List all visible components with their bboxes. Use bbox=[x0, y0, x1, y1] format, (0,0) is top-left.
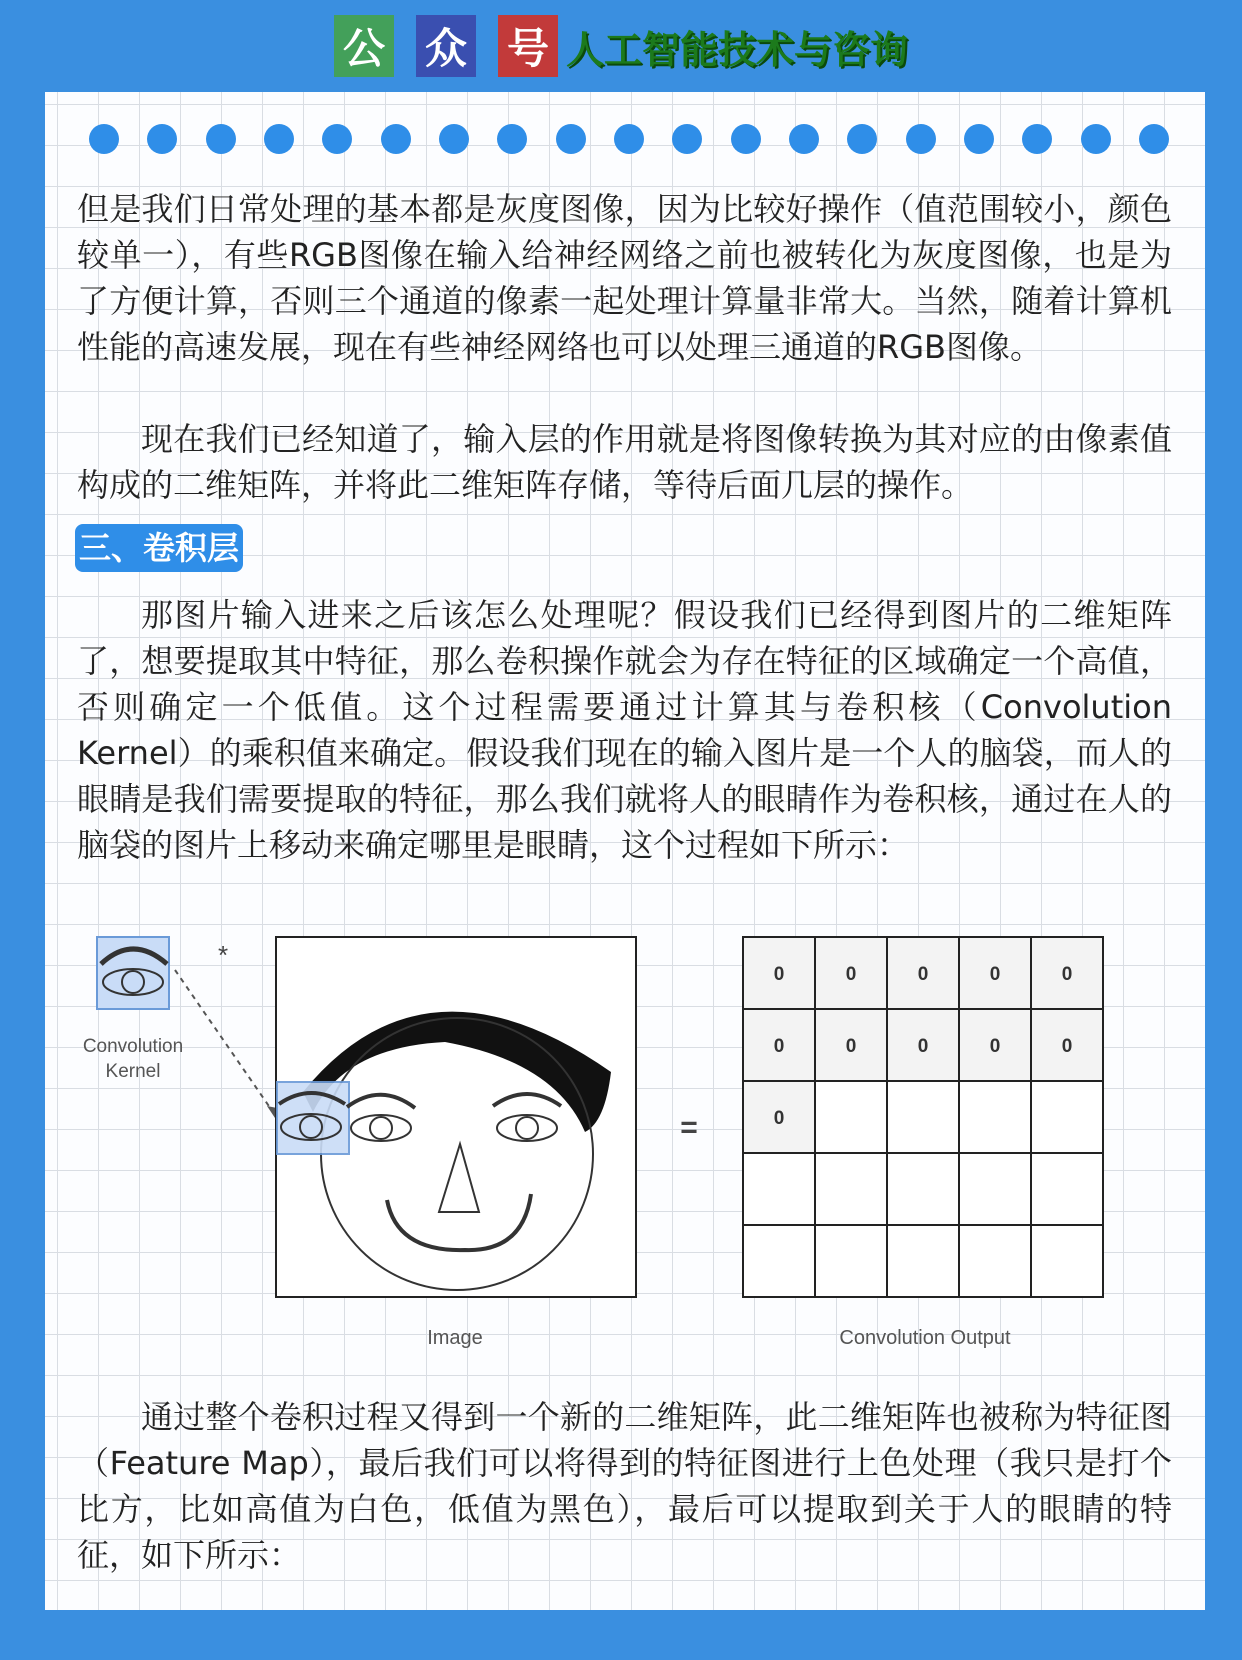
convolution-figure bbox=[45, 922, 1205, 1382]
binder-dot bbox=[906, 124, 936, 154]
output-cell-value: 0 bbox=[773, 1108, 785, 1129]
binder-dot bbox=[964, 124, 994, 154]
output-cell-value: 0 bbox=[1061, 1036, 1073, 1057]
binder-dot bbox=[1139, 124, 1169, 154]
output-cell-value: 0 bbox=[989, 964, 1001, 985]
paragraph-grayscale: 但是我们日常处理的基本都是灰度图像，因为比较好操作（值范围较小，颜色较单一），有些RGB图像在输入给神经网络之前也被转化为灰度图像，也是为了方便计算，否则三个通道的像素一起处理计算量非常大。当然，随着计算机性能的高速发展，现在有些神经网络也可以处理三通道的RGB图像。 bbox=[77, 190, 1172, 366]
binder-dot bbox=[322, 124, 352, 154]
section-heading-conv: 三、卷积层 bbox=[75, 524, 243, 572]
binder-dot bbox=[439, 124, 469, 154]
output-cell-value: 0 bbox=[989, 1036, 1001, 1057]
account-header bbox=[0, 0, 1242, 92]
output-cell-value: 0 bbox=[773, 964, 785, 985]
badge-zhong: 众 bbox=[416, 15, 476, 77]
badge-hao: 号 bbox=[498, 15, 558, 77]
paragraph-conv-process: 那图片输入进来之后该怎么处理呢？假设我们已经得到图片的二维矩阵了，想要提取其中特征，那么卷积操作就会为存在特征的区域确定一个高值，否则确定一个低值。这个过程需要通过计算其与卷积核（Convolution Kernel）的乘积值来确定。假设我们现在的输入图片是一个人的脑袋，而人的眼睛是我们需要提取的特征，那么我们就将人的眼睛作为卷积核，通过在人的脑袋的图片上移动来确定哪里是眼睛，这个过程如下所示： bbox=[77, 596, 1172, 864]
binder-dot bbox=[672, 124, 702, 154]
binder-dot bbox=[556, 124, 586, 154]
output-cell-value: 0 bbox=[1061, 964, 1073, 985]
binder-dots bbox=[89, 124, 1169, 156]
binder-dot bbox=[497, 124, 527, 154]
equals-sign: = bbox=[680, 1111, 698, 1144]
binder-dot bbox=[264, 124, 294, 154]
account-title: 人工智能技术与咨询 bbox=[565, 27, 908, 72]
paragraph-input-layer: 现在我们已经知道了，输入层的作用就是将图像转换为其对应的由像素值构成的二维矩阵，并将此二维矩阵存储，等待后面几层的操作。 bbox=[77, 420, 1172, 504]
grid-paper bbox=[45, 92, 1205, 1610]
binder-dot bbox=[731, 124, 761, 154]
output-cell-value: 0 bbox=[917, 964, 929, 985]
binder-dot bbox=[381, 124, 411, 154]
output-cell-value: 0 bbox=[917, 1036, 929, 1057]
output-cell-value: 0 bbox=[845, 964, 857, 985]
binder-dot bbox=[847, 124, 877, 154]
output-cell-value: 0 bbox=[845, 1036, 857, 1057]
output-cell-value: 0 bbox=[773, 1036, 785, 1057]
kernel-label-2: Kernel bbox=[105, 1061, 161, 1082]
binder-dot bbox=[614, 124, 644, 154]
image-label: Image bbox=[427, 1327, 483, 1349]
badge-gong: 公 bbox=[334, 15, 394, 77]
binder-dot bbox=[206, 124, 236, 154]
kernel-label-1: Convolution bbox=[82, 1036, 184, 1057]
convolution-output-grid bbox=[743, 937, 1103, 1297]
binder-dot bbox=[147, 124, 177, 154]
binder-dot bbox=[1081, 124, 1111, 154]
binder-dot bbox=[1022, 124, 1052, 154]
convolution-star: * bbox=[217, 940, 229, 970]
paragraph-feature-map: 通过整个卷积过程又得到一个新的二维矩阵，此二维矩阵也被称为特征图（Feature Map），最后我们可以将得到的特征图进行上色处理（我只是打个比方，比如高值为白色，低值为黑色），最后可以提取到关于人的眼睛的特征，如下所示： bbox=[77, 1398, 1172, 1574]
binder-dot bbox=[789, 124, 819, 154]
output-label: Convolution Output bbox=[839, 1327, 1011, 1349]
kernel-arrow-line bbox=[175, 970, 273, 1112]
binder-dot bbox=[89, 124, 119, 154]
